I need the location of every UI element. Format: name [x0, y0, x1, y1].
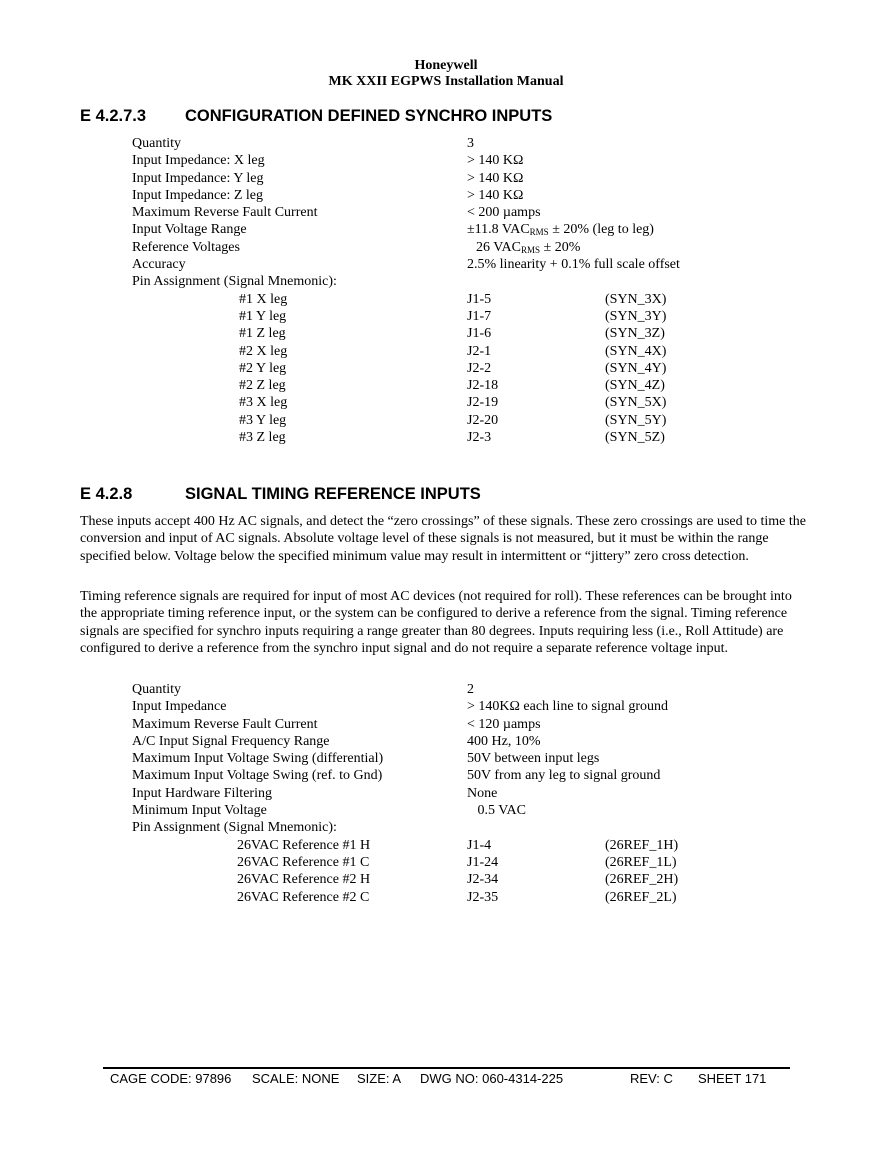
size: SIZE: A	[357, 1071, 402, 1086]
spec-label: Maximum Reverse Fault Current	[132, 716, 318, 732]
spec-label: Reference Voltages	[132, 239, 240, 255]
spec-label: Input Voltage Range	[132, 222, 247, 238]
pin-label: #1 Z leg	[239, 326, 286, 342]
pin-assignment-heading: Pin Assignment (Signal Mnemonic):	[132, 274, 337, 290]
drawing-number: DWG NO: 060-4314-225	[420, 1071, 564, 1086]
pin-number: J1-5	[467, 291, 492, 307]
spec-value: 2.5% linearity + 0.1% full scale offset	[467, 257, 680, 273]
spec-value: 50V between input legs	[467, 751, 600, 767]
spec-value: > 140 KΩ	[467, 187, 524, 203]
section-heading	[80, 106, 552, 126]
section-heading	[80, 484, 481, 504]
pin-mnemonic: (SYN_4X)	[605, 343, 667, 359]
pin-assignment-heading: Pin Assignment (Signal Mnemonic):	[132, 820, 337, 836]
spec-label: Input Hardware Filtering	[132, 785, 272, 801]
pin-mnemonic: (26REF_2H)	[605, 872, 679, 888]
pin-label: 26VAC Reference #1 C	[237, 854, 370, 870]
spec-value: > 140 KΩ	[467, 153, 524, 169]
section-title: SIGNAL TIMING REFERENCE INPUTS	[185, 485, 481, 503]
spec-value: 3	[467, 136, 474, 151]
pin-number: J1-4	[467, 837, 492, 853]
value-text: ± 20%	[540, 239, 581, 255]
scale: SCALE: NONE	[252, 1071, 340, 1086]
pin-mnemonic: (SYN_4Z)	[605, 378, 665, 394]
pin-label: #3 Z leg	[239, 430, 286, 446]
spec-label: Input Impedance: X leg	[132, 153, 265, 169]
pin-label: #2 Z leg	[239, 378, 286, 394]
pin-label: 26VAC Reference #2 H	[237, 872, 371, 888]
pin-label: 26VAC Reference #1 H	[237, 837, 371, 853]
pin-mnemonic: (26REF_1H)	[605, 837, 679, 853]
pin-label: #2 X leg	[239, 343, 288, 359]
pin-mnemonic: (SYN_4Y)	[605, 360, 667, 376]
spec-value	[467, 222, 654, 238]
pin-mnemonic: (SYN_5Z)	[605, 430, 665, 446]
header-manual-title: MK XXII EGPWS Installation Manual	[328, 74, 564, 89]
spec-label: Input Impedance	[132, 699, 227, 715]
spec-value: 2	[467, 682, 474, 697]
pin-mnemonic: (SYN_3Z)	[605, 326, 665, 342]
header-company: Honeywell	[414, 58, 478, 73]
pin-label: #1 Y leg	[239, 308, 287, 324]
spec-value: < 120 µamps	[467, 716, 541, 732]
pin-number: J2-20	[467, 412, 499, 428]
spec-value	[476, 240, 580, 256]
pin-number: J2-1	[467, 343, 492, 359]
spec-label: Maximum Input Voltage Swing (ref. to Gnd)	[132, 768, 383, 784]
pin-number: J2-34	[467, 872, 499, 888]
spec-value: None	[467, 785, 498, 801]
pin-number: J2-2	[467, 360, 492, 376]
spec-label: Maximum Reverse Fault Current	[132, 205, 318, 221]
revision: REV: C	[630, 1071, 673, 1086]
spec-value: 0.5 VAC	[467, 803, 527, 819]
footer-rule	[103, 1067, 790, 1069]
pin-number: J1-24	[467, 854, 499, 870]
pin-label: #3 Y leg	[239, 412, 287, 428]
spec-label: Accuracy	[132, 257, 186, 273]
section-number: E 4.2.7.3	[80, 107, 147, 125]
paragraph: These inputs accept 400 Hz AC signals, and detect the “zero crossings” of these signals. These zero crossings are used to time the conversion and input of AC signals. Absolute voltage level of these signals is not measured, but it must be within the range specified below. Voltage below the specified minimum value may result in intermittent or “jittery” zero cross detection.	[80, 514, 806, 564]
spec-value: < 200 µamps	[467, 205, 541, 221]
value-text: ± 20% (leg to leg)	[548, 222, 654, 238]
pin-mnemonic: (SYN_5Y)	[605, 412, 667, 428]
pin-number: J2-35	[467, 889, 499, 905]
section-number: E 4.2.8	[80, 485, 133, 503]
spec-label: Quantity	[132, 136, 181, 151]
value-text: ±11.8 VAC	[467, 222, 530, 238]
paragraph: Timing reference signals are required for input of most AC devices (not required for roll). These references can be brought into the appropriate timing reference input, or the system can be configured to derive a reference from the signal. Timing reference signals are specified for synchro inputs requiring a range greater than 80 degrees. Inputs requiring less (i.e., Roll Attitude) are configured to derive a reference from the synchro input signal and do not require a separate reference voltage input.	[80, 589, 792, 656]
spec-value: > 140 KΩ	[467, 170, 524, 186]
value-text: 26 VAC	[476, 239, 522, 255]
pin-label: #3 X leg	[239, 395, 288, 411]
pin-number: J1-6	[467, 326, 492, 342]
pin-mnemonic: (26REF_1L)	[605, 854, 677, 870]
pin-mnemonic: (SYN_3Y)	[605, 308, 667, 324]
pin-label: #1 X leg	[239, 291, 288, 307]
section-title: CONFIGURATION DEFINED SYNCHRO INPUTS	[185, 107, 553, 125]
pin-mnemonic: (SYN_3X)	[605, 291, 667, 307]
spec-label: Quantity	[132, 682, 181, 697]
spec-label: Input Impedance: Z leg	[132, 187, 264, 203]
pin-number: J2-18	[467, 378, 499, 394]
sheet-number: SHEET 171	[698, 1071, 767, 1086]
pin-mnemonic: (26REF_2L)	[605, 889, 677, 905]
rms-subscript: RMS	[521, 244, 541, 255]
spec-value: 50V from any leg to signal ground	[467, 768, 661, 784]
spec-label: A/C Input Signal Frequency Range	[132, 733, 330, 749]
pin-number: J2-19	[467, 395, 499, 411]
spec-value: > 140KΩ each line to signal ground	[467, 699, 669, 715]
pin-mnemonic: (SYN_5X)	[605, 395, 667, 411]
spec-value: 400 Hz, 10%	[467, 733, 541, 749]
cage-code: CAGE CODE: 97896	[110, 1071, 232, 1086]
pin-label: 26VAC Reference #2 C	[237, 889, 370, 905]
pin-number: J2-3	[467, 430, 492, 446]
pin-label: #2 Y leg	[239, 360, 287, 376]
rms-subscript: RMS	[529, 227, 549, 238]
spec-label: Maximum Input Voltage Swing (differential)	[132, 751, 384, 767]
spec-label: Minimum Input Voltage	[132, 803, 267, 819]
spec-label: Input Impedance: Y leg	[132, 170, 264, 186]
pin-number: J1-7	[467, 308, 492, 324]
